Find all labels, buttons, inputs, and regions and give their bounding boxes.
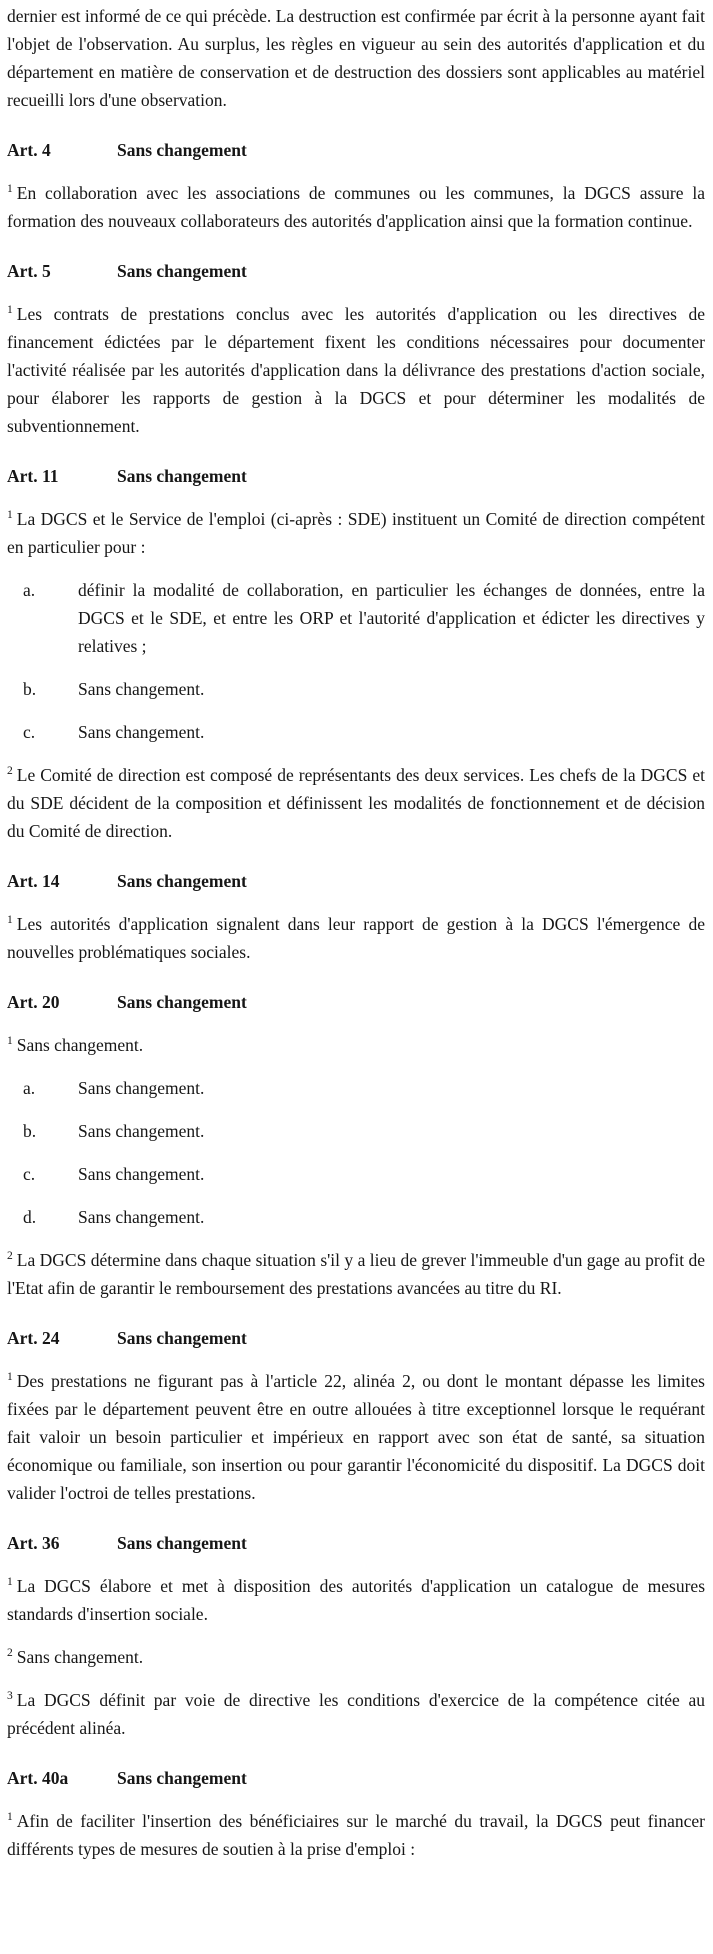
alinea-number: 1 bbox=[7, 1035, 13, 1048]
article-heading bbox=[7, 257, 705, 285]
paragraph bbox=[7, 1686, 705, 1742]
lettered-list bbox=[7, 1074, 705, 1231]
article-label: Sans changement bbox=[117, 992, 247, 1012]
paragraph bbox=[7, 910, 705, 966]
article-number: Art. 14 bbox=[7, 871, 60, 891]
article-heading bbox=[7, 1529, 705, 1557]
list-marker: b. bbox=[23, 679, 37, 699]
alinea-number: 2 bbox=[7, 765, 13, 778]
article-label: Sans changement bbox=[117, 261, 247, 281]
paragraph-text: Sans changement. bbox=[16, 1035, 144, 1055]
article-number: Art. 5 bbox=[7, 261, 51, 281]
article-number: Art. 36 bbox=[7, 1533, 60, 1553]
article-label: Sans changement bbox=[117, 1768, 247, 1788]
paragraph-text: La DGCS définit par voie de directive les conditions d'exercice de la compétence citée au précédent alinéa. bbox=[7, 1690, 705, 1738]
article-number: Art. 11 bbox=[7, 466, 59, 486]
paragraph bbox=[7, 2, 705, 114]
list-item bbox=[7, 576, 705, 660]
list-marker: c. bbox=[23, 1164, 36, 1184]
list-marker: b. bbox=[23, 1121, 37, 1141]
paragraph bbox=[7, 179, 705, 235]
paragraph-text: Le Comité de direction est composé de représentants des deux services. Les chefs de la DGCS et du SDE décident de la composition et définissent les modalités de fonctionnement et de décision du Comité de direction. bbox=[7, 765, 705, 841]
article-heading bbox=[7, 1764, 705, 1792]
article-number: Art. 20 bbox=[7, 992, 60, 1012]
paragraph bbox=[7, 1031, 705, 1059]
alinea-number: 2 bbox=[7, 1647, 13, 1660]
list-item-text: Sans changement. bbox=[78, 1121, 205, 1141]
paragraph bbox=[7, 505, 705, 561]
lettered-list bbox=[7, 576, 705, 746]
list-item-text: Sans changement. bbox=[78, 1078, 205, 1098]
list-item bbox=[7, 675, 705, 703]
paragraph bbox=[7, 1246, 705, 1302]
article-label: Sans changement bbox=[117, 140, 247, 160]
alinea-number: 1 bbox=[7, 304, 13, 317]
alinea-number: 1 bbox=[7, 1576, 13, 1589]
article-label: Sans changement bbox=[117, 1328, 247, 1348]
article-label: Sans changement bbox=[117, 871, 247, 891]
alinea-number: 1 bbox=[7, 509, 13, 522]
list-item bbox=[7, 1074, 705, 1102]
paragraph bbox=[7, 1367, 705, 1507]
article-heading bbox=[7, 1324, 705, 1352]
paragraph-text: La DGCS et le Service de l'emploi (ci-après : SDE) instituent un Comité de direction compétent en particulier pour : bbox=[7, 509, 705, 557]
alinea-number: 2 bbox=[7, 1250, 13, 1263]
alinea-number: 1 bbox=[7, 1371, 13, 1384]
alinea-number: 3 bbox=[7, 1690, 13, 1703]
article-label: Sans changement bbox=[117, 1533, 247, 1553]
list-marker: c. bbox=[23, 722, 36, 742]
paragraph-text: Les autorités d'application signalent dans leur rapport de gestion à la DGCS l'émergence de nouvelles problématiques sociales. bbox=[7, 914, 705, 962]
list-item-text: Sans changement. bbox=[78, 1207, 205, 1227]
article-heading bbox=[7, 988, 705, 1016]
list-item bbox=[7, 718, 705, 746]
paragraph bbox=[7, 1643, 705, 1671]
article-heading bbox=[7, 867, 705, 895]
paragraph bbox=[7, 300, 705, 440]
paragraph-text: La DGCS détermine dans chaque situation s'il y a lieu de grever l'immeuble d'un gage au profit de l'Etat afin de garantir le remboursement des prestations avancées au titre du RI. bbox=[7, 1250, 705, 1298]
alinea-number: 1 bbox=[7, 914, 13, 927]
paragraph bbox=[7, 1572, 705, 1628]
paragraph-text: dernier est informé de ce qui précède. La destruction est confirmée par écrit à la personne ayant fait l'objet de l'observation. Au surplus, les règles en vigueur au sein des autorités d'application et du département en matière de conservation et de destruction des dossiers sont applicables au matériel recueilli lors d'une observation. bbox=[7, 6, 705, 110]
paragraph bbox=[7, 1807, 705, 1863]
article-number: Art. 24 bbox=[7, 1328, 60, 1348]
list-item-text: Sans changement. bbox=[78, 722, 205, 742]
article-label: Sans changement bbox=[117, 466, 247, 486]
paragraph-text: La DGCS élabore et met à disposition des autorités d'application un catalogue de mesures standards d'insertion sociale. bbox=[7, 1576, 705, 1624]
list-item bbox=[7, 1117, 705, 1145]
paragraph-text: Sans changement. bbox=[16, 1647, 144, 1667]
article-number: Art. 40a bbox=[7, 1768, 69, 1788]
paragraph-text: Afin de faciliter l'insertion des bénéficiaires sur le marché du travail, la DGCS peut financer différents types de mesures de soutien à la prise d'emploi : bbox=[7, 1811, 705, 1859]
list-marker: a. bbox=[23, 580, 36, 600]
paragraph-text: Les contrats de prestations conclus avec les autorités d'application ou les directives de financement édictées par le département fixent les conditions nécessaires pour documenter l'activité réalisée par les autorités d'application dans la délivrance des prestations d'action sociale, pour élaborer les rapports de gestion à la DGCS et pour déterminer les modalités de subventionnement. bbox=[7, 304, 705, 436]
list-item-text: Sans changement. bbox=[78, 679, 205, 699]
article-number: Art. 4 bbox=[7, 140, 51, 160]
paragraph bbox=[7, 761, 705, 845]
article-heading bbox=[7, 136, 705, 164]
list-item bbox=[7, 1203, 705, 1231]
list-marker: a. bbox=[23, 1078, 36, 1098]
paragraph-text: En collaboration avec les associations de communes ou les communes, la DGCS assure la formation des nouveaux collaborateurs des autorités d'application ainsi que la formation continue. bbox=[7, 183, 705, 231]
paragraph-text: Des prestations ne figurant pas à l'article 22, alinéa 2, ou dont le montant dépasse les limites fixées par le département peuvent être en outre allouées à titre exceptionnel lorsque le requérant fait valoir un besoin particulier et impérieux en rapport avec son état de santé, sa situation économique ou familiale, son insertion ou pour garantir l'économicité du dispositif. La DGCS doit valider l'octroi de telles prestations. bbox=[7, 1371, 705, 1503]
list-item-text: définir la modalité de collaboration, en particulier les échanges de données, entre la DGCS et le SDE, et entre les ORP et l'autorité d'application et édicter les directives y relatives ; bbox=[78, 580, 705, 656]
list-item-text: Sans changement. bbox=[78, 1164, 205, 1184]
list-marker: d. bbox=[23, 1207, 37, 1227]
list-item bbox=[7, 1160, 705, 1188]
alinea-number: 1 bbox=[7, 183, 13, 196]
alinea-number: 1 bbox=[7, 1811, 13, 1824]
article-heading bbox=[7, 462, 705, 490]
